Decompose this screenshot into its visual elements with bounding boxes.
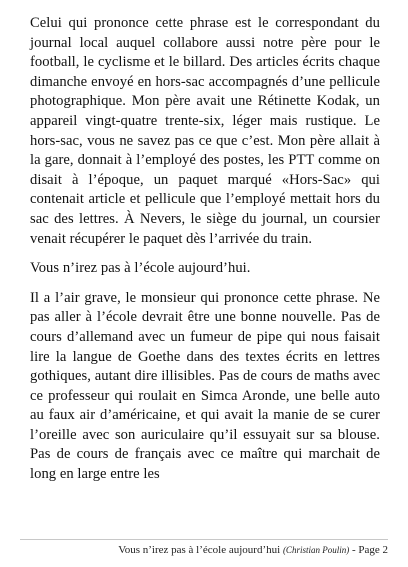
footer-page-number: - Page 2: [351, 544, 388, 556]
paragraph: Vous n’irez pas à l’école aujourd’hui.: [30, 260, 251, 277]
paragraph: Celui qui prononce cette phrase est le correspondant du journal local auquel collabore aussi notre père pour le football, le cyclisme et le billard. Des articles écrits chaque dimanche envoyé en hors-sac accompagnés d’une pellicule photographique. Mon père avait une Rétinette Kodak, un appareil vingt-quatre trente-six, léger mais rustique. Le hors-sac, vous ne savez pas ce que c’est. Mon père allait à la gare, donnait à l’employé des postes, les PTT comme on disait à l’époque, un paquet marqué «Hors-Sac» qui contenait article et pellicule que l’employé mettait hors du sac des lettres. À Nevers, le siège du journal, un coursier venait récupérer le paquet dès l’arrivée du train.: [30, 15, 380, 247]
footer-divider: [20, 539, 388, 540]
footer-title: Vous n’irez pas à l’école aujourd’hui: [118, 544, 281, 556]
paragraph: Il a l’air grave, le monsieur qui prononce cette phrase. Ne pas aller à l’école devrait être une bonne nouvelle. Pas de cours d’allemand avec un fumeur de pipe qui nous faisait lire la langue de Goethe dans des textes écrits en lettres gothiques, autant dire illisibles. Pas de cours de maths avec ce professeur qui roulait en Simca Aronde, une belle auto au faux air d’américaine, et qui avait la manie de se curer l’oreille avec son auriculaire qu’il essuyait sur sa blouse. Pas de cours de français avec ce maître qui marchait de long en large entre les: [30, 289, 380, 483]
page-footer: [118, 542, 388, 558]
footer-author: (Christian Poulin): [282, 545, 350, 555]
body-text: [30, 14, 380, 495]
